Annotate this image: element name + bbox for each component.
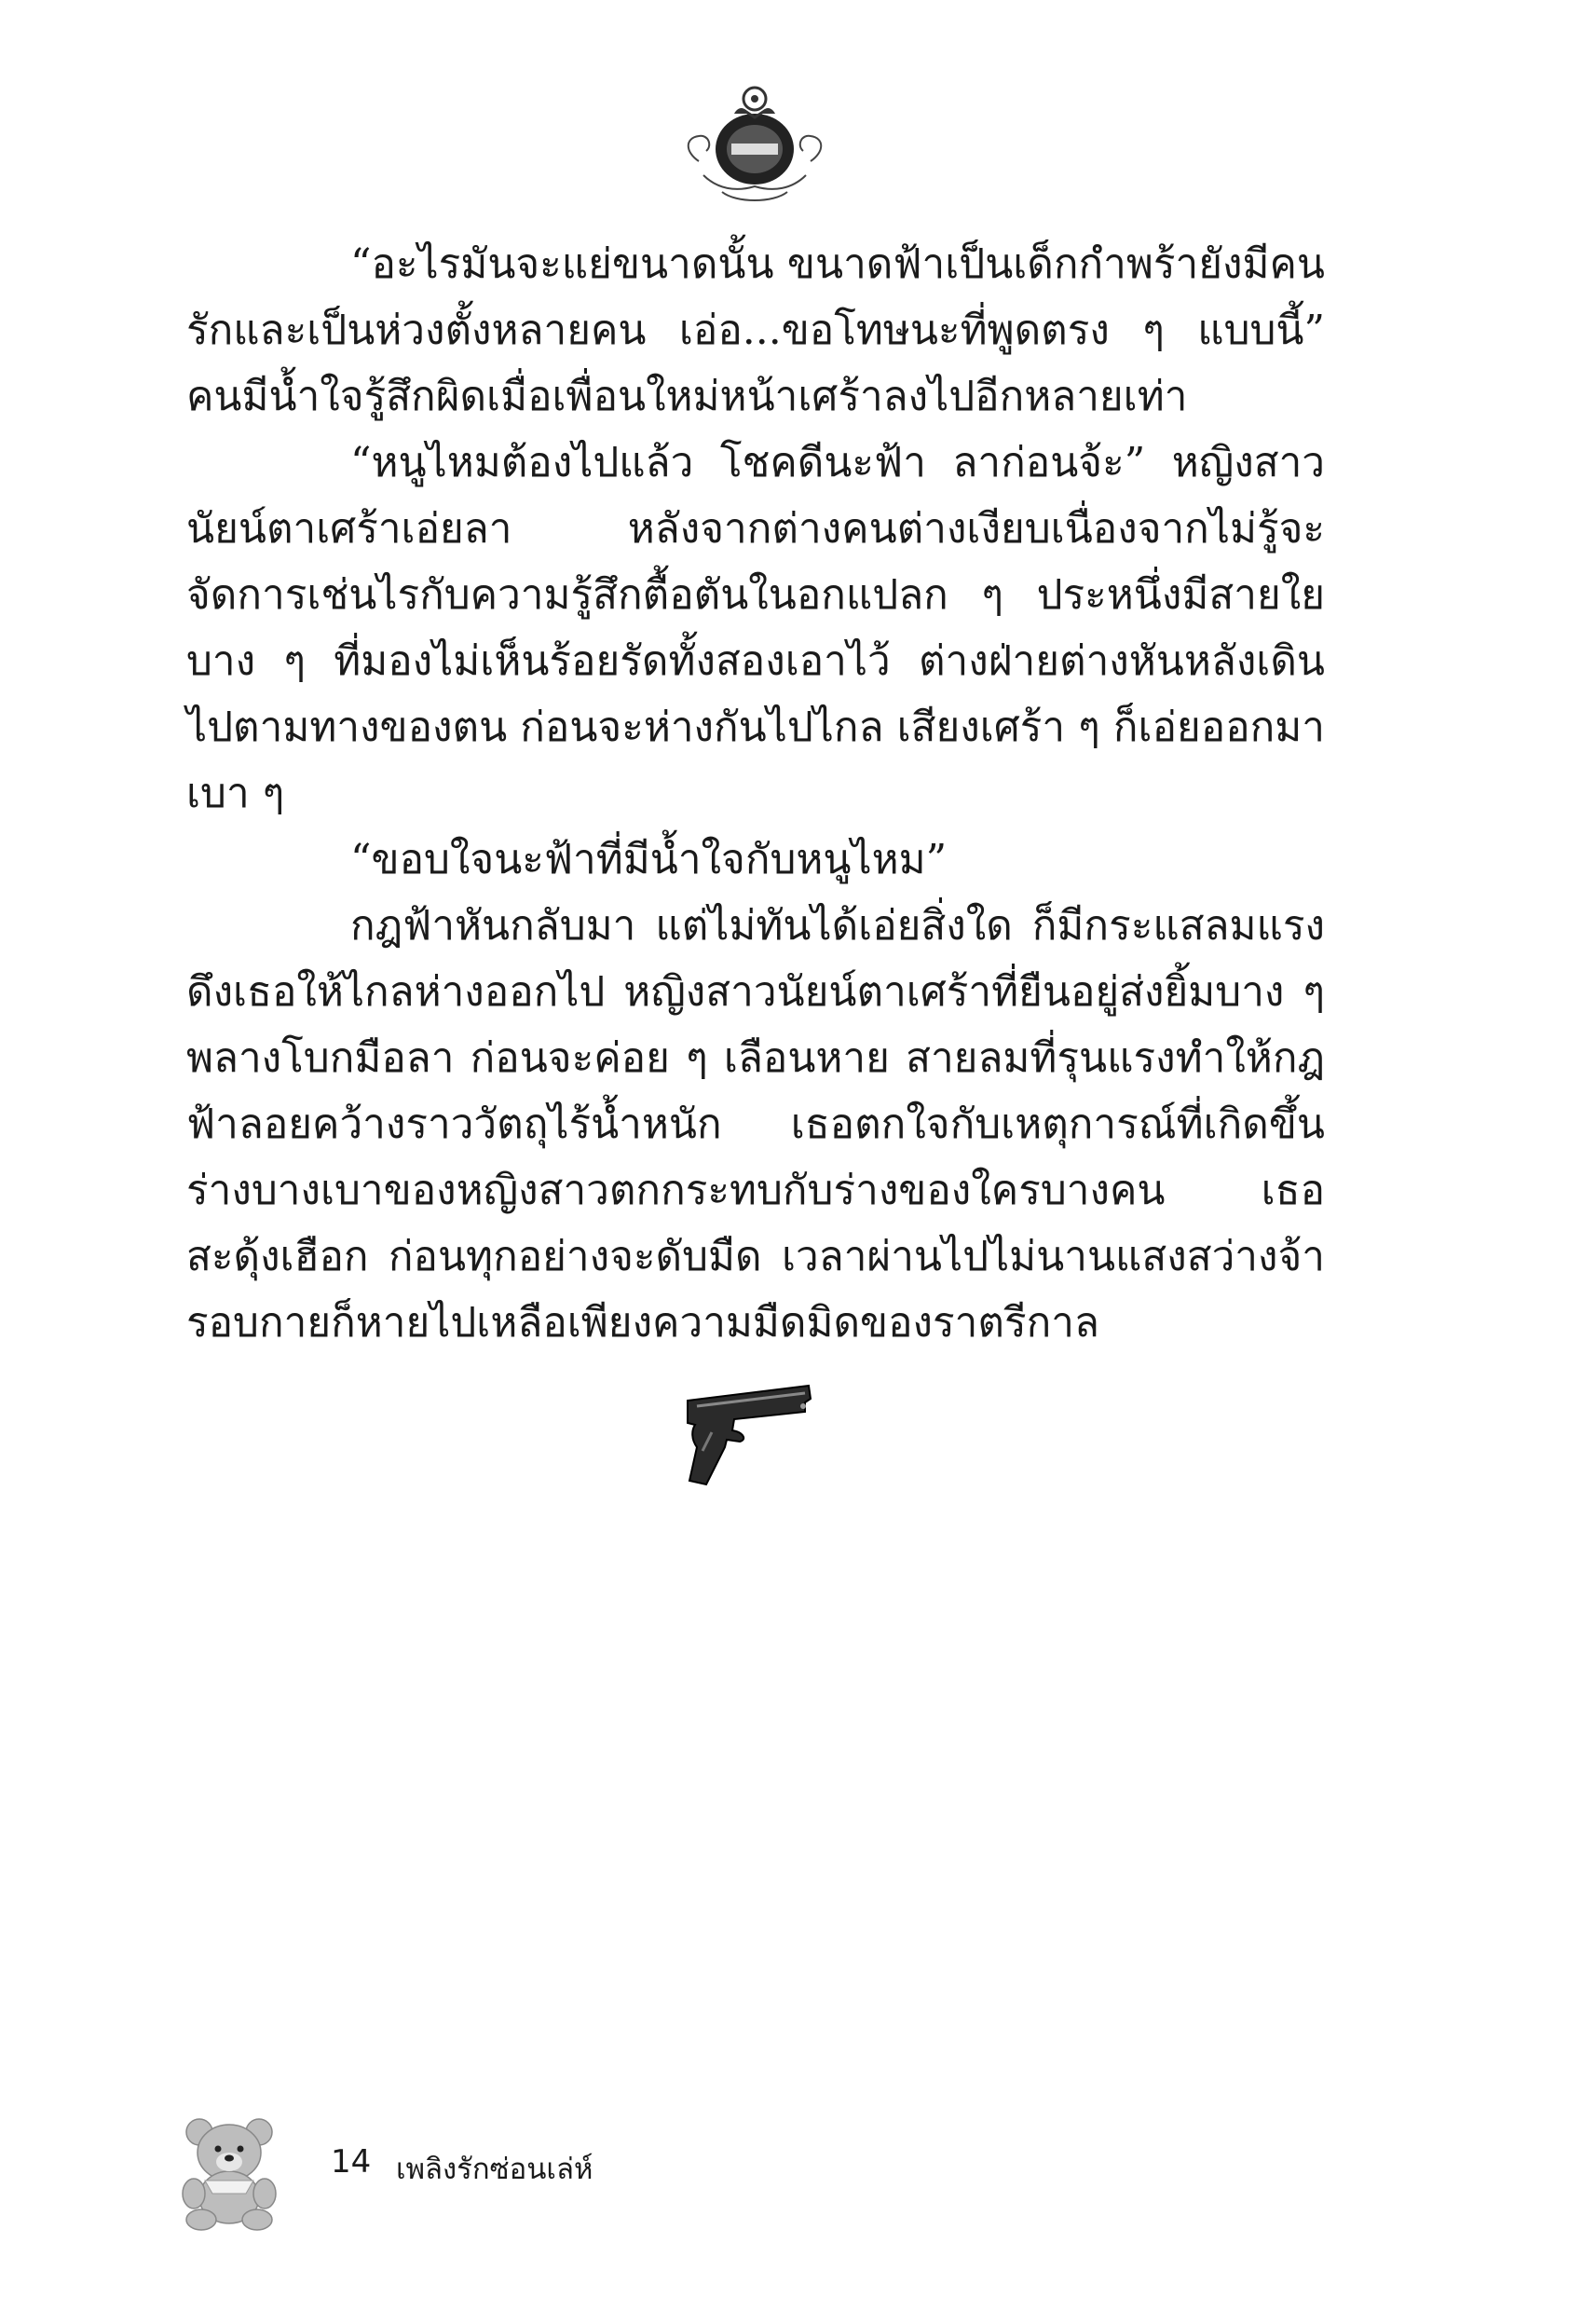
paragraph: “หนูไหมต้องไปแล้ว โชคดีนะฟ้า ลาก่อนจ้ะ” หญิงสาวนัยน์ตาเศร้าเอ่ยลา หลังจากต่างคนต่างเงียบเนื่องจากไม่รู้จะจัดการเช่นไรกับความรู้สึกตื้อตันในอกแปลก ๆ ประหนึ่งมีสายใยบาง ๆ ที่มองไม่เห็นร้อยรัดทั้งสองเอาไว้ ต่างฝ่ายต่างหันหลังเดินไปตามทางของตน ก่อนจะห่างกันไปไกล เสียงเศร้า ๆ ก็เอ่ยออกมาเบา ๆ: [186, 439, 1325, 817]
teddy-bear-icon: [177, 2115, 284, 2232]
page-number: 14: [331, 2143, 372, 2181]
crest-ornament-icon: [680, 73, 829, 212]
story-text: [186, 231, 1325, 1356]
paragraph: “ขอบใจนะฟ้าที่มีน้ำใจกับหนูไหม”: [350, 836, 948, 883]
page-footer: [177, 2115, 922, 2236]
pistol-icon: [678, 1374, 818, 1496]
book-title: เพลิงรักซ่อนเล่ห์: [396, 2153, 593, 2186]
paragraph: กฎฟ้าหันกลับมา แต่ไม่ทันได้เอ่ยสิ่งใด ก็มีกระแสลมแรงดึงเธอให้ไกลห่างออกไป หญิงสาวนัยน์ตาเศร้าที่ยืนอยู่ส่งยิ้มบาง ๆ พลางโบกมือลา ก่อนจะค่อย ๆ เลือนหาย สายลมที่รุนแรงทำให้กฎฟ้าลอยคว้างราววัตถุไร้น้ำหนัก เธอตกใจกับเหตุการณ์ที่เกิดขึ้น ร่างบางเบาของหญิงสาวตกกระทบกับร่างของใครบางคน เธอสะดุ้งเฮือก ก่อนทุกอย่างจะดับมืด เวลาผ่านไปไม่นานแสงสว่างจ้ารอบกายก็หายไปเหลือเพียงความมืดมิดของราตรีกาล: [186, 902, 1325, 1347]
paragraph: “อะไรมันจะแย่ขนาดนั้น ขนาดฟ้าเป็นเด็กกำพร้ายังมีคนรักและเป็นห่วงตั้งหลายคน เอ่อ...ขอโทษนะที่พูดตรง ๆ แบบนี้” คนมีน้ำใจรู้สึกผิดเมื่อเพื่อนใหม่หน้าเศร้าลงไปอีกหลายเท่า: [186, 240, 1325, 420]
